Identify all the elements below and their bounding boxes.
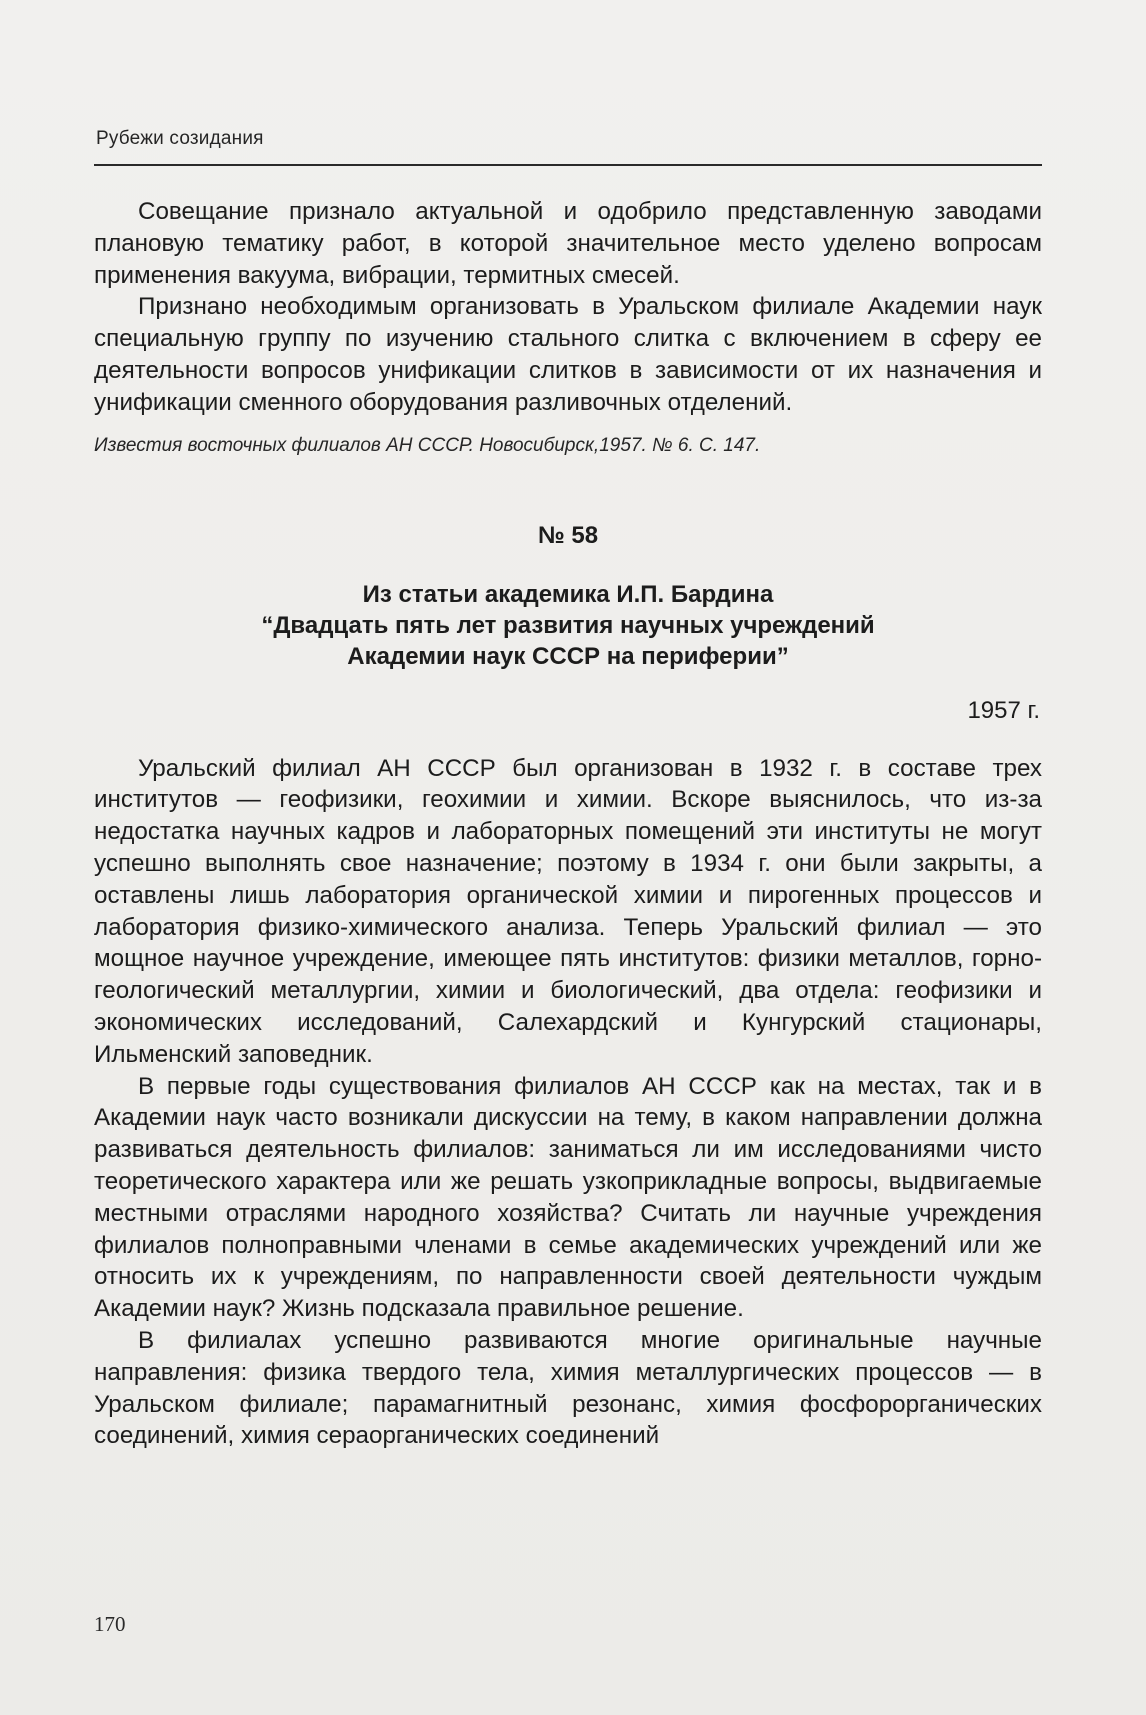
- paragraph: Уральский филиал АН СССР был организован в 1932 г. в составе трех институтов — геофизики, геохимии и химии. Вскоре выяснилось, что из-за недостатка научных кадров и лабораторных помещений эти институты не могут успешно выполнять свое назначение; поэтому в 1934 г. они были закрыты, а оставлены лишь лаборатория органической химии и пирогенных процессов и лаборатория физико-химического анализа. Теперь Уральский филиал — это мощное научное учреждение, имеющее пять институтов: физики металлов, горно-геологический металлургии, химии и биологический, два отдела: геофизики и экономических исследований, Салехардский и Кунгурский стационары, Ильменский заповедник.: [94, 754, 1042, 1068]
- document-number: № 58: [537, 521, 599, 549]
- paragraph: В первые годы существования филиалов АН СССР как на местах, так и в Академии наук часто возникали дискуссии на тему, в каком направлении должна развиваться деятельность филиалов: заниматься ли им исследованиями чисто теоретического характера или же решать узкоприкладные вопросы, выдвигаемые местными отраслями народного хозяйства? Считать ли научные учреждения филиалов полноправными членами в семье академических учреждений или же относить их к учреждениям, по направленности своей деятельности чуждым Академии наук? Жизнь подсказала правильное решение.: [94, 1072, 1042, 1323]
- paragraph: Признано необходимым организовать в Уральском филиале Академии наук специальную группу по изучению стального слитка с включением в сферу ее деятельности вопросов унификации слитков в зависимости от их назначения и унификации сменного оборудования разливочных отделений.: [94, 293, 1042, 416]
- document-date: 1957 г.: [967, 696, 1040, 724]
- document-title-line: Академии наук СССР на периферии”: [347, 642, 789, 670]
- paragraph: Совещание признало актуальной и одобрило представленную заводами плановую тематику работ, в которой значительное место уделено вопросам применения вакуума, вибрации, термитных смесей.: [94, 198, 1042, 289]
- source-citation: Известия восточных филиалов АН СССР. Новосибирск,1957. № 6. С. 147.: [94, 434, 761, 456]
- spacer: [94, 726, 1042, 753]
- document-title-line: “Двадцать пять лет развития научных учреждений: [261, 611, 875, 639]
- page-content: [94, 196, 1042, 1452]
- header-rule: [94, 164, 1042, 166]
- document-title-line: Из статьи академика И.П. Бардина: [362, 580, 774, 608]
- document-title: [94, 579, 1042, 672]
- paragraph: В филиалах успешно развиваются многие оригинальные научные направления: физика твердого тела, химия металлургических процессов — в Уральском филиале; парамагнитный резонанс, химия фосфорорганических соединений, химия сераорганических соединений: [94, 1326, 1042, 1450]
- page-number: 170: [94, 1612, 126, 1636]
- running-head: Рубежи созидания: [96, 128, 264, 149]
